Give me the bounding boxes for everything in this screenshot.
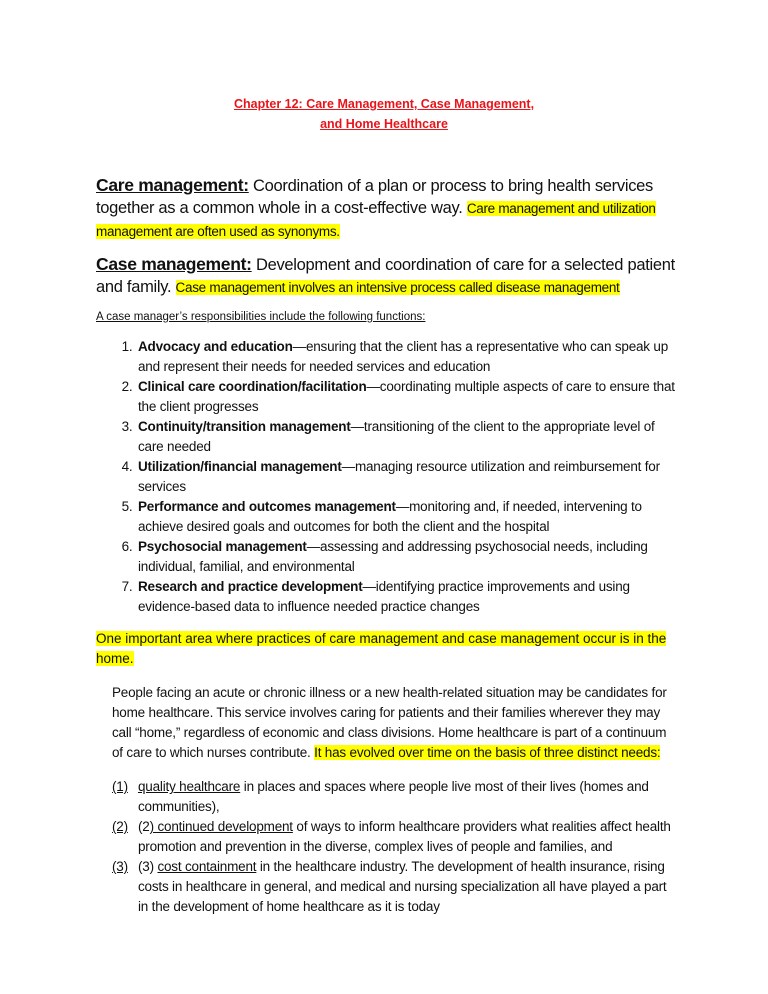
case-management-definition (96, 253, 686, 299)
need-number: (2) (112, 819, 128, 834)
list-item (136, 457, 676, 497)
need-number: (3) (112, 859, 128, 874)
care-management-definition (96, 174, 686, 243)
definition: Development and coordination of care for a selected patient and family. (96, 256, 675, 296)
chapter-title (0, 94, 768, 134)
function-name: Research and practice development (138, 579, 363, 594)
highlight: It has evolved over time on the basis of three distinct needs: (314, 745, 661, 760)
function-name: Psychosocial management (138, 539, 307, 554)
need-text: in places and spaces where people live most of their lives (homes and communities), (138, 779, 649, 814)
function-name: Advocacy and education (138, 339, 293, 354)
function-desc: —identifying practice improvements and using evidence-based data to influence needed practice changes (138, 579, 630, 614)
function-desc: —managing resource utilization and reimbursement for services (138, 459, 660, 494)
function-name: Continuity/transition management (138, 419, 351, 434)
need-term: ) continued development (149, 819, 293, 834)
term: Care management: (96, 175, 249, 195)
term: Case management: (96, 254, 252, 274)
need-prefix: (2 (138, 819, 150, 834)
definition: Coordination of a plan or process to bring health services together as a common whole in a cost-effective way. (96, 177, 653, 217)
home-intro (96, 629, 682, 669)
paragraph-text: People facing an acute or chronic illness or a new health-related situation may be candidates for home healthcare. This service involves caring for patients and their families wherever they may call “home,” regardless of economic and class divisions. Home healthcare is part of a continuum of care to which nurses contribute. (112, 685, 667, 760)
need-text: in the healthcare industry. The development of health insurance, rising costs in healthcare in general, and medical and nursing specialization all have played a part in the development of home healthcare as it is today (138, 859, 667, 914)
home-healthcare-paragraph (112, 683, 672, 763)
function-desc: —monitoring and, if needed, intervening to achieve desired goals and outcomes for both the client and the hospital (138, 499, 642, 534)
function-desc: —ensuring that the client has a representative who can speak up and represent their needs for needed services and education (138, 339, 669, 374)
functions-list (96, 337, 676, 617)
title-line-2: and Home Healthcare (320, 117, 448, 131)
title-line-1: Chapter 12: Care Management, Case Management, (233, 97, 535, 111)
function-name: Clinical care coordination/facilitation (138, 379, 367, 394)
function-desc: —assessing and addressing psychosocial needs, including individual, familial, and environmental (138, 539, 648, 574)
need-item (112, 817, 678, 857)
highlight: Care management and utilization management are often used as synonyms. (96, 201, 656, 239)
list-item (136, 497, 676, 537)
highlight: Case management involves an intensive process called disease management (175, 280, 620, 295)
list-item (136, 417, 676, 457)
list-item (136, 377, 676, 417)
function-desc: —transitioning of the client to the appropriate level of care needed (138, 419, 655, 454)
need-term: quality healthcare (138, 779, 241, 794)
need-text: of ways to inform healthcare providers what realities affect health promotion and prevention in the diverse, complex lives of people and families, and (138, 819, 671, 854)
needs-list (112, 777, 678, 917)
list-item (136, 537, 676, 577)
need-prefix: (3) (138, 859, 158, 874)
need-number: (1) (112, 779, 128, 794)
responsibilities-intro: A case manager’s responsibilities include the following functions: (96, 311, 426, 323)
function-name: Performance and outcomes management (138, 499, 396, 514)
need-item (112, 777, 678, 817)
function-name: Utilization/financial management (138, 459, 342, 474)
need-item (112, 857, 678, 917)
list-item (136, 337, 676, 377)
function-desc: —coordinating multiple aspects of care to ensure that the client progresses (138, 379, 675, 414)
highlight: One important area where practices of care management and case management occur is in the home. (96, 631, 667, 666)
need-term: cost containment (157, 859, 257, 874)
list-item (136, 577, 676, 617)
